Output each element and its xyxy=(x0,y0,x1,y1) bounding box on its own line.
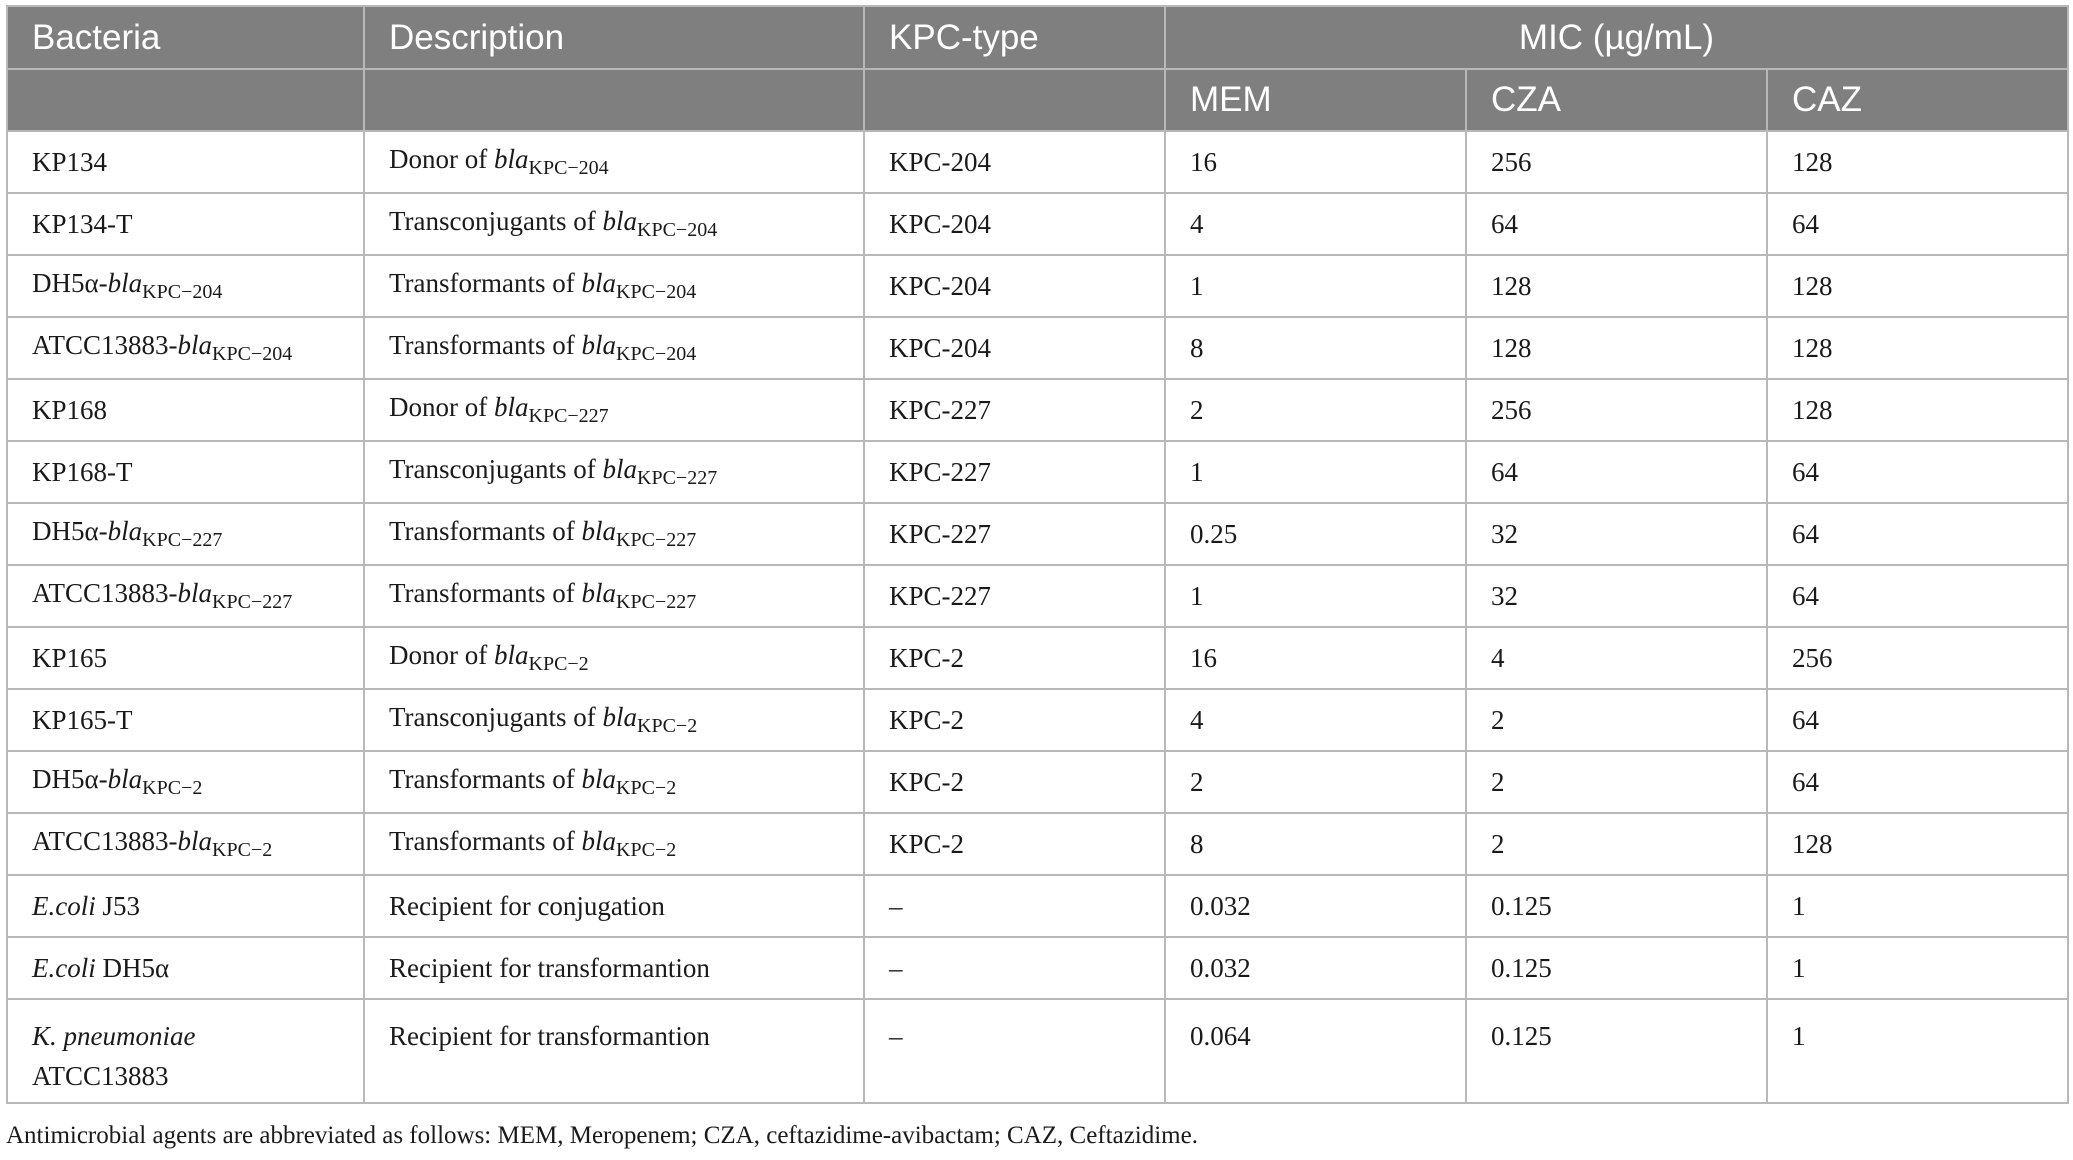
bacteria-italic: E.coli xyxy=(32,890,96,921)
table-row xyxy=(7,875,2068,937)
cell-mem: 1 xyxy=(1165,565,1466,627)
header-empty-cell xyxy=(7,69,364,131)
description-text: Donor of xyxy=(389,640,494,670)
description-text: Transformants of xyxy=(389,516,582,546)
table-row xyxy=(7,999,2068,1103)
cell-cza: 256 xyxy=(1466,379,1767,441)
cell-description xyxy=(364,503,864,565)
description-subscript: KPC−2 xyxy=(616,839,677,861)
cell-cza: 32 xyxy=(1466,503,1767,565)
description-subscript: KPC−227 xyxy=(637,467,718,489)
cell-bacteria xyxy=(7,813,364,875)
cell-cza: 64 xyxy=(1466,441,1767,503)
bacteria-subscript: KPC−204 xyxy=(212,343,293,365)
table-row xyxy=(7,751,2068,813)
description-text: Transconjugants of xyxy=(389,454,603,484)
header-mic: MIC (µg/mL) xyxy=(1165,6,2068,69)
cell-caz: 64 xyxy=(1767,689,2068,751)
cell-cza: 64 xyxy=(1466,193,1767,255)
bacteria-italic: bla xyxy=(177,578,213,608)
cell-kpc-type: KPC-204 xyxy=(864,131,1165,193)
header-empty-cell xyxy=(864,69,1165,131)
cell-kpc-type: KPC-2 xyxy=(864,751,1165,813)
cell-bacteria xyxy=(7,565,364,627)
cell-cza: 2 xyxy=(1466,689,1767,751)
cell-kpc-type: KPC-204 xyxy=(864,255,1165,317)
description-italic: bla xyxy=(581,764,617,794)
description-text: Transformants of xyxy=(389,268,582,298)
cell-kpc-type: KPC-227 xyxy=(864,503,1165,565)
description-subscript: KPC−227 xyxy=(528,405,609,427)
cell-caz: 64 xyxy=(1767,193,2068,255)
cell-description: Recipient for transformantion xyxy=(364,999,864,1103)
description-italic: bla xyxy=(493,640,529,670)
header-description: Description xyxy=(364,6,864,69)
cell-kpc-type: – xyxy=(864,875,1165,937)
cell-bacteria xyxy=(7,503,364,565)
description-italic: bla xyxy=(602,206,638,236)
description-subscript: KPC−227 xyxy=(616,529,697,551)
cell-caz: 64 xyxy=(1767,441,2068,503)
cell-caz: 64 xyxy=(1767,503,2068,565)
table-row xyxy=(7,937,2068,999)
cell-bacteria xyxy=(7,131,364,193)
table-row xyxy=(7,317,2068,379)
header-row-1 xyxy=(7,6,2068,69)
cell-description xyxy=(364,193,864,255)
cell-bacteria xyxy=(7,751,364,813)
cell-mem: 0.25 xyxy=(1165,503,1466,565)
description-text: Transconjugants of xyxy=(389,206,603,236)
cell-mem: 0.064 xyxy=(1165,999,1466,1103)
bacteria-text: KP134 xyxy=(32,146,108,177)
bacteria-strain: ATCC13883 xyxy=(32,1061,169,1091)
bacteria-text: KP168-T xyxy=(32,456,133,487)
cell-mem: 4 xyxy=(1165,193,1466,255)
cell-description xyxy=(364,689,864,751)
description-italic: bla xyxy=(581,826,617,856)
cell-description xyxy=(364,751,864,813)
cell-mem: 16 xyxy=(1165,131,1466,193)
description-italic: bla xyxy=(602,454,638,484)
cell-mem: 4 xyxy=(1165,689,1466,751)
description-text: Transformants of xyxy=(389,330,582,360)
bacteria-italic: bla xyxy=(177,826,213,856)
cell-description xyxy=(364,131,864,193)
description-text: Transconjugants of xyxy=(389,702,603,732)
cell-description xyxy=(364,627,864,689)
cell-bacteria xyxy=(7,441,364,503)
description-text: Transformants of xyxy=(389,764,582,794)
bacteria-italic: bla xyxy=(107,764,143,794)
bacteria-subscript: KPC−204 xyxy=(142,281,223,303)
bacteria-subscript: KPC−2 xyxy=(142,777,203,799)
cell-mem: 2 xyxy=(1165,379,1466,441)
description-text: Recipient for transformantion xyxy=(389,952,710,983)
cell-kpc-type: KPC-2 xyxy=(864,627,1165,689)
cell-bacteria xyxy=(7,317,364,379)
table-body xyxy=(7,131,2068,1103)
cell-kpc-type: KPC-227 xyxy=(864,379,1165,441)
description-subscript: KPC−2 xyxy=(616,777,677,799)
cell-kpc-type: KPC-204 xyxy=(864,317,1165,379)
cell-cza: 2 xyxy=(1466,751,1767,813)
bacteria-text: KP134-T xyxy=(32,208,133,239)
cell-kpc-type: KPC-2 xyxy=(864,813,1165,875)
table-row xyxy=(7,441,2068,503)
cell-cza: 2 xyxy=(1466,813,1767,875)
cell-mem: 2 xyxy=(1165,751,1466,813)
bacteria-italic: E.coli xyxy=(32,952,96,983)
mic-table xyxy=(6,5,2069,1104)
table-row xyxy=(7,565,2068,627)
table-footnote: Antimicrobial agents are abbreviated as follows: MEM, Meropenem; CZA, ceftazidime-avibactam; CAZ, Ceftazidime. xyxy=(6,1122,1198,1149)
header-row-2 xyxy=(7,69,2068,131)
description-text: Transformants of xyxy=(389,826,582,856)
cell-caz: 256 xyxy=(1767,627,2068,689)
cell-cza: 0.125 xyxy=(1466,937,1767,999)
cell-bacteria xyxy=(7,689,364,751)
cell-kpc-type: – xyxy=(864,999,1165,1103)
description-italic: bla xyxy=(602,702,638,732)
description-italic: bla xyxy=(581,516,617,546)
cell-description xyxy=(364,441,864,503)
cell-mem: 1 xyxy=(1165,441,1466,503)
description-subscript: KPC−204 xyxy=(616,343,697,365)
bacteria-text: KP165-T xyxy=(32,704,133,735)
cell-mem: 0.032 xyxy=(1165,937,1466,999)
cell-mem: 16 xyxy=(1165,627,1466,689)
bacteria-subscript: KPC−2 xyxy=(212,839,273,861)
bacteria-text: DH5α- xyxy=(32,516,108,546)
cell-mem: 1 xyxy=(1165,255,1466,317)
cell-bacteria xyxy=(7,937,364,999)
description-italic: bla xyxy=(493,392,529,422)
cell-mem: 8 xyxy=(1165,813,1466,875)
description-italic: bla xyxy=(493,144,529,174)
bacteria-text: ATCC13883- xyxy=(32,330,178,360)
cell-description xyxy=(364,565,864,627)
header-caz: CAZ xyxy=(1767,69,2068,131)
description-subscript: KPC−2 xyxy=(528,653,589,675)
description-italic: bla xyxy=(581,330,617,360)
bacteria-text: KP168 xyxy=(32,394,108,425)
cell-kpc-type: KPC-204 xyxy=(864,193,1165,255)
cell-bacteria xyxy=(7,875,364,937)
table-row xyxy=(7,131,2068,193)
cell-description xyxy=(364,875,864,937)
cell-kpc-type: – xyxy=(864,937,1165,999)
cell-description xyxy=(364,255,864,317)
description-text: Transformants of xyxy=(389,578,582,608)
cell-caz: 128 xyxy=(1767,131,2068,193)
cell-caz: 1 xyxy=(1767,999,2068,1103)
cell-caz: 64 xyxy=(1767,565,2068,627)
description-text: Donor of xyxy=(389,144,494,174)
description-subscript: KPC−227 xyxy=(616,591,697,613)
cell-caz: 1 xyxy=(1767,937,2068,999)
table-row xyxy=(7,627,2068,689)
description-subscript: KPC−204 xyxy=(616,281,697,303)
bacteria-subscript: KPC−227 xyxy=(142,529,223,551)
cell-cza: 256 xyxy=(1466,131,1767,193)
description-italic: bla xyxy=(581,578,617,608)
bacteria-text: KP165 xyxy=(32,642,108,673)
table-row xyxy=(7,503,2068,565)
bacteria-suffix: J53 xyxy=(95,890,140,921)
cell-kpc-type: KPC-2 xyxy=(864,689,1165,751)
table-row xyxy=(7,689,2068,751)
cell-description xyxy=(364,317,864,379)
table-row xyxy=(7,813,2068,875)
cell-cza: 0.125 xyxy=(1466,875,1767,937)
cell-bacteria xyxy=(7,255,364,317)
cell-description xyxy=(364,937,864,999)
table-header xyxy=(7,6,2068,131)
header-cza: CZA xyxy=(1466,69,1767,131)
cell-description xyxy=(364,813,864,875)
description-italic: bla xyxy=(581,268,617,298)
header-empty-cell xyxy=(364,69,864,131)
cell-cza: 128 xyxy=(1466,317,1767,379)
cell-bacteria xyxy=(7,999,364,1103)
header-kpc-type: KPC-type xyxy=(864,6,1165,69)
cell-mem: 8 xyxy=(1165,317,1466,379)
bacteria-text: DH5α- xyxy=(32,268,108,298)
cell-cza: 0.125 xyxy=(1466,999,1767,1103)
mic-table-container xyxy=(6,5,2067,1104)
cell-kpc-type: KPC-227 xyxy=(864,565,1165,627)
cell-caz: 128 xyxy=(1767,317,2068,379)
bacteria-italic: K. pneumoniae xyxy=(32,1021,196,1051)
bacteria-text: ATCC13883- xyxy=(32,826,178,856)
cell-caz: 64 xyxy=(1767,751,2068,813)
cell-caz: 128 xyxy=(1767,379,2068,441)
bacteria-subscript: KPC−227 xyxy=(212,591,293,613)
cell-caz: 128 xyxy=(1767,813,2068,875)
bacteria-text: ATCC13883- xyxy=(32,578,178,608)
cell-bacteria xyxy=(7,193,364,255)
cell-caz: 128 xyxy=(1767,255,2068,317)
cell-caz: 1 xyxy=(1767,875,2068,937)
bacteria-italic: bla xyxy=(107,268,143,298)
description-subscript: KPC−204 xyxy=(637,219,718,241)
description-subscript: KPC−2 xyxy=(637,715,698,737)
cell-kpc-type: KPC-227 xyxy=(864,441,1165,503)
cell-mem: 0.032 xyxy=(1165,875,1466,937)
table-row xyxy=(7,379,2068,441)
description-text: Donor of xyxy=(389,392,494,422)
cell-bacteria xyxy=(7,627,364,689)
description-subscript: KPC−204 xyxy=(528,157,609,179)
bacteria-italic: bla xyxy=(177,330,213,360)
header-mem: MEM xyxy=(1165,69,1466,131)
header-bacteria: Bacteria xyxy=(7,6,364,69)
cell-description xyxy=(364,379,864,441)
table-row xyxy=(7,193,2068,255)
bacteria-suffix: DH5α xyxy=(95,952,170,983)
bacteria-text: DH5α- xyxy=(32,764,108,794)
table-row xyxy=(7,255,2068,317)
bacteria-italic: bla xyxy=(107,516,143,546)
description-text: Recipient for conjugation xyxy=(389,890,665,921)
cell-bacteria xyxy=(7,379,364,441)
cell-cza: 128 xyxy=(1466,255,1767,317)
cell-cza: 4 xyxy=(1466,627,1767,689)
cell-cza: 32 xyxy=(1466,565,1767,627)
